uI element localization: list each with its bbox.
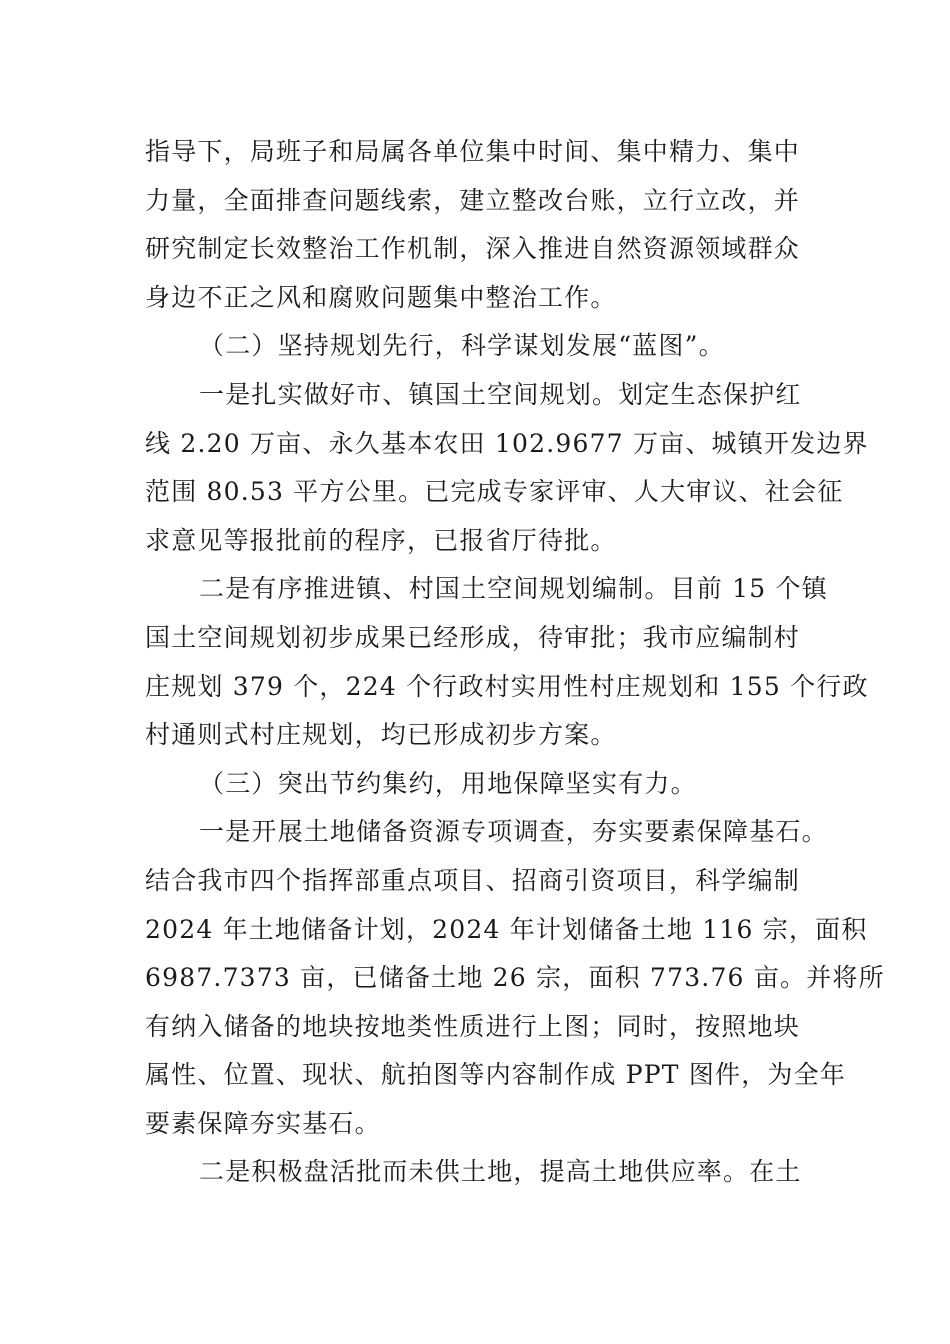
text-line: 庄规划 379 个，224 个行政村实用性村庄规划和 155 个行政 <box>145 671 869 701</box>
text-line: 力量，全面排查问题线索，建立整改台账，立行立改，并 <box>145 185 801 215</box>
text-line: 6987.7373 亩，已储备土地 26 宗，面积 773.76 亩。并将所 <box>145 963 885 993</box>
text-line: 有纳入储备的地块按地类性质进行上图；同时，按照地块 <box>145 1011 801 1041</box>
text-line: 二是积极盘活批而未供土地，提高土地供应率。在土 <box>199 1157 802 1187</box>
text-line: 研究制定长效整治工作机制，深入推进自然资源领域群众 <box>145 234 801 264</box>
text-line: 一是开展土地储备资源专项调查，夯实要素保障基石。 <box>199 817 828 847</box>
text-line: 属性、位置、现状、航拍图等内容制作成 PPT 图件，为全年 <box>145 1060 847 1090</box>
text-line: 2024 年土地储备计划，2024 年计划储备土地 116 宗，面积 <box>145 914 868 944</box>
text-line: 二是有序推进镇、村国土空间规划编制。目前 15 个镇 <box>199 574 828 604</box>
document-body <box>145 128 885 1197</box>
text-line: 范围 80.53 平方公里。已完成专家评审、人大审议、社会征 <box>145 477 844 507</box>
text-line: 求意见等报批前的程序，已报省厅待批。 <box>145 525 617 555</box>
text-line: 村通则式村庄规划，均已形成初步方案。 <box>145 720 617 750</box>
text-line: 身边不正之风和腐败问题集中整治工作。 <box>145 282 617 312</box>
section-heading: （三）突出节约集约，用地保障坚实有力。 <box>199 768 697 798</box>
section-heading: （二）坚持规划先行，科学谋划发展“蓝图”。 <box>199 331 725 361</box>
text-line: 线 2.20 万亩、永久基本农田 102.9677 万亩、城镇开发边界 <box>145 428 869 458</box>
text-line: 一是扎实做好市、镇国土空间规划。划定生态保护红 <box>199 379 802 409</box>
text-line: 国土空间规划初步成果已经形成，待审批；我市应编制村 <box>145 622 801 652</box>
text-line: 要素保障夯实基石。 <box>145 1108 381 1138</box>
text-line: 指导下，局班子和局属各单位集中时间、集中精力、集中 <box>145 137 801 166</box>
text-line: 结合我市四个指挥部重点项目、招商引资项目，科学编制 <box>145 865 801 895</box>
